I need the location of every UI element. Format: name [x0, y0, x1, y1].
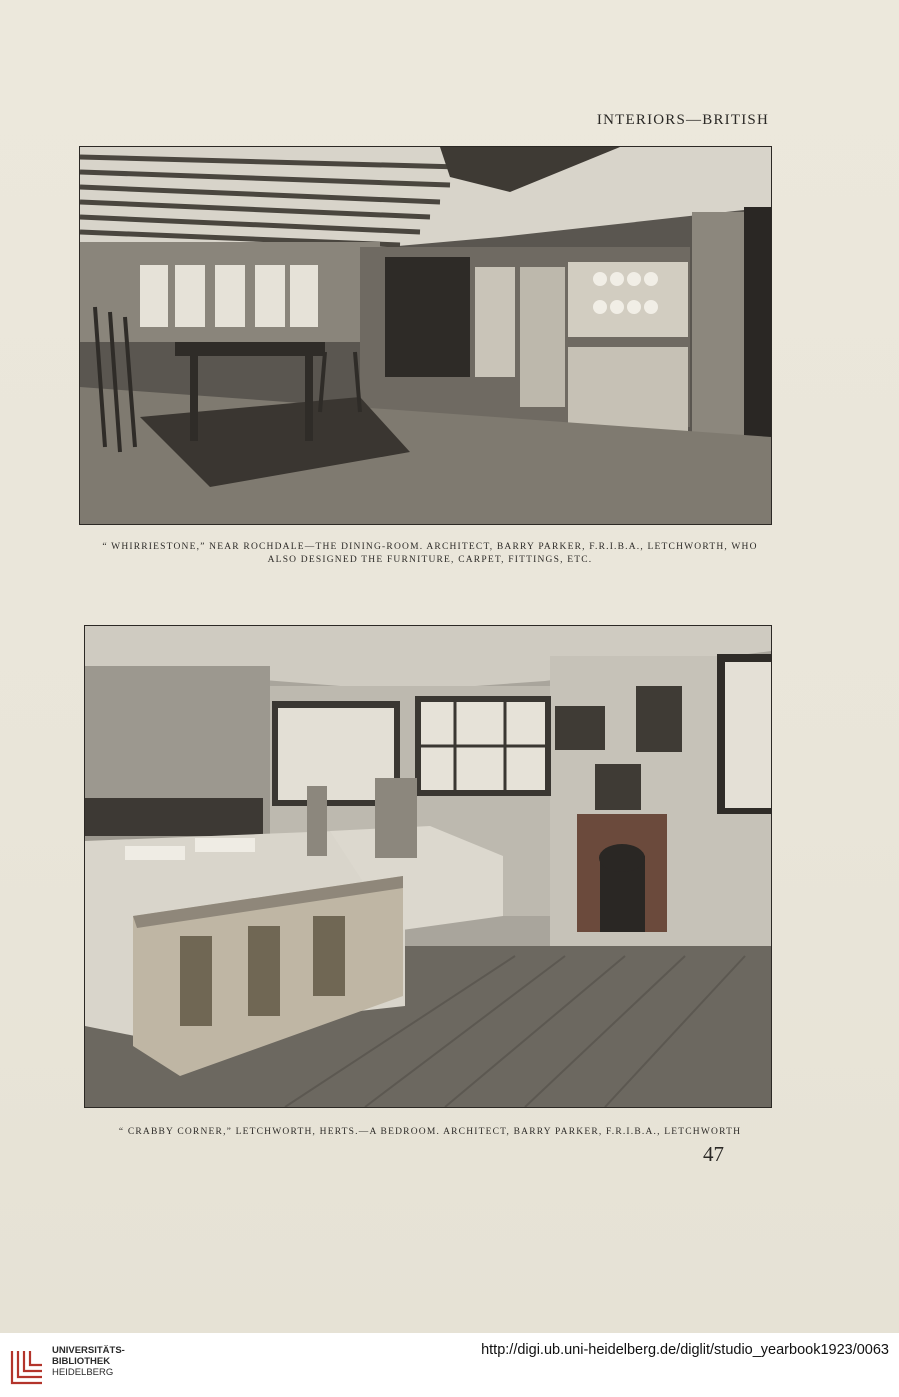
running-head: INTERIORS—BRITISH [596, 112, 769, 128]
library-name-line1: UNIVERSITÄTS- [52, 1345, 125, 1356]
permalink-url[interactable]: http://digi.ub.uni-heidelberg.de/diglit/studio_yearbook1923/0063 [481, 1342, 889, 1358]
library-logo[interactable] [8, 1345, 125, 1387]
bedroom-illustration [85, 626, 771, 1107]
library-logo-icon [8, 1345, 46, 1387]
dining-room-caption-line1: “ WHIRRIESTONE,” NEAR ROCHDALE—THE DINING-ROOM. ARCHITECT, BARRY PARKER, F.R.I.B.A., LETCHWORTH, WHO [102, 542, 758, 552]
dining-room-caption-line2: ALSO DESIGNED THE FURNITURE, CARPET, FITTINGS, ETC. [267, 555, 593, 565]
bedroom-photo [85, 626, 771, 1107]
library-name-line3: HEIDELBERG [52, 1367, 114, 1378]
dining-room-photo [80, 147, 771, 524]
library-name [52, 1345, 125, 1378]
page-number: 47 [703, 1142, 724, 1166]
library-footer [0, 1333, 899, 1397]
logo-mark-strokes [12, 1351, 42, 1383]
library-name-line2: BIBLIOTHEK [52, 1356, 111, 1367]
dining-room-illustration [80, 147, 771, 524]
dining-room-caption [70, 541, 790, 567]
bedroom-caption-line1: “ CRABBY CORNER,” LETCHWORTH, HERTS.—A BEDROOM. ARCHITECT, BARRY PARKER, F.R.I.B.A., LETCHWORTH [118, 1127, 742, 1137]
bedroom-caption [75, 1126, 785, 1139]
